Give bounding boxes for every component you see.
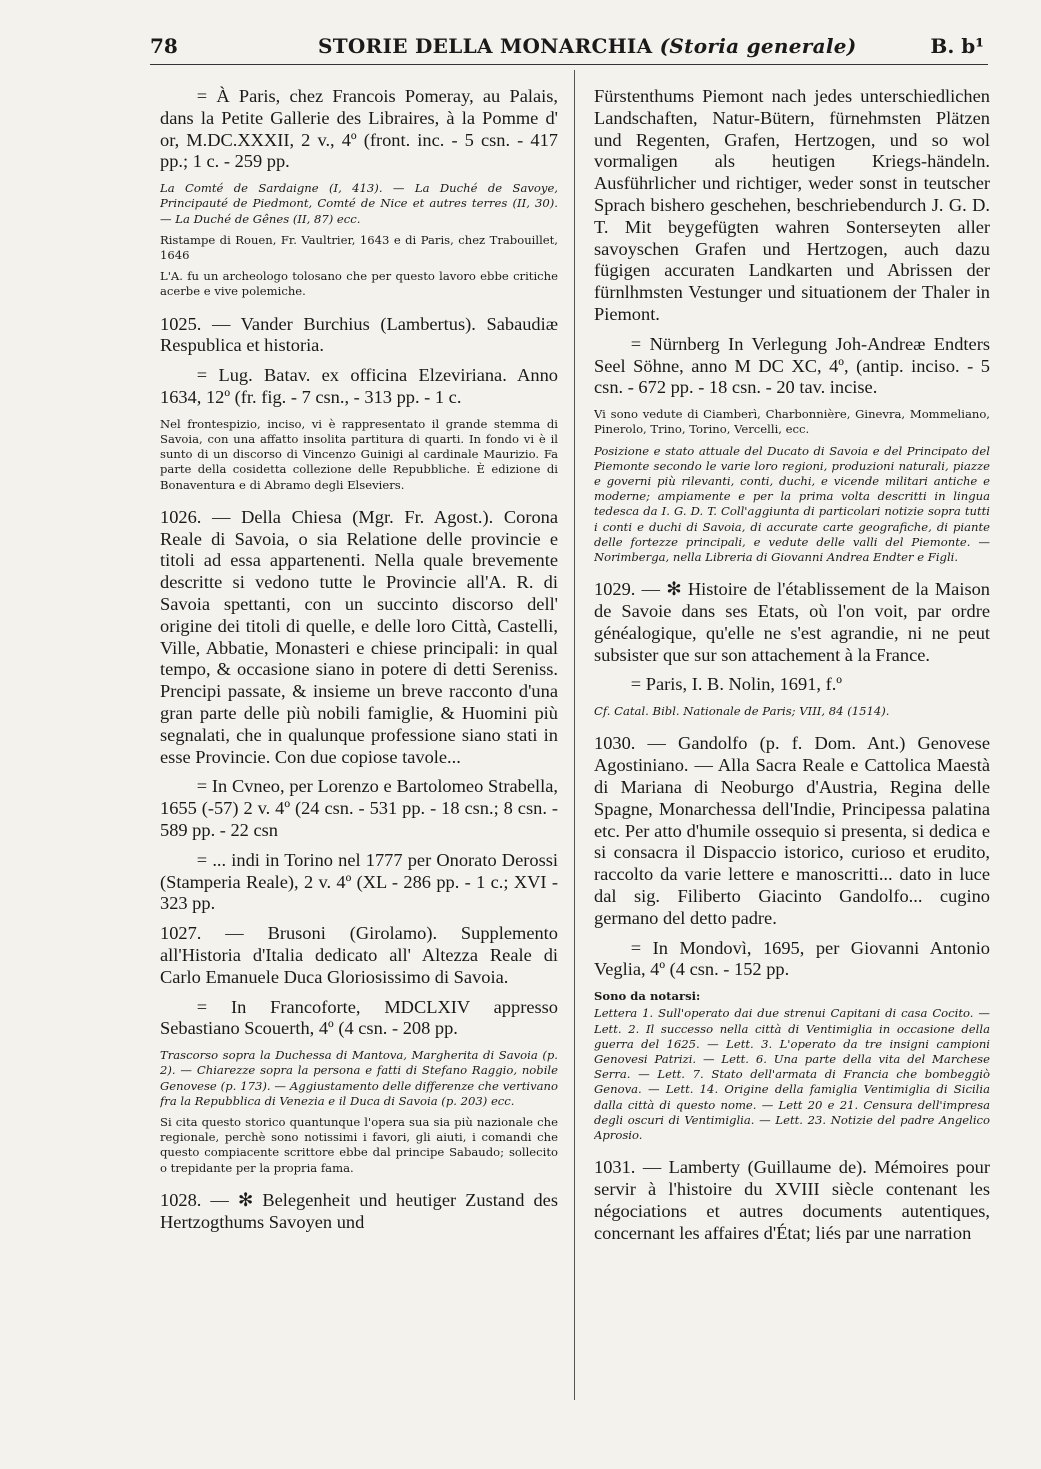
entry-1028-publication: = Nürnberg In Verlegung Joh-Andreæ Endters Seel Söhne, anno M DC XC, 4º, (antip. inciso. - 5 csn. - 672 pp. - 18 csn. - 20 tav. incise. (594, 333, 990, 398)
entry-1029-heading: 1029. — ✻ Histoire de l'établissement de la Maison de Savoie dans ses Etats, où l'on voit, par ordre généalogique, qu'elle ne s'est agrandie, ni ne peut subsister que sur son attachement à la France. (594, 579, 990, 665)
entry-1026-publication-1: = In Cvneo, per Lorenzo e Bartolomeo Strabella, 1655 (-57) 2 v. 4º (24 csn. - 531 pp. - 18 csn.; 8 csn. - 589 pp. - 22 csn (160, 776, 558, 840)
entry-1031-heading: 1031. — Lamberty (Guillaume de). Mémoires pour servir à l'histoire du XVIII siècle contenant les négociations et autres documents autentiques, concernant les affaires d'État; liés par une narration (594, 1157, 990, 1243)
page-header (150, 30, 988, 65)
entry-1024-note-contents: La Comté de Sardaigne (I, 413). — La Duché de Savoye, Principauté de Piedmont, Comté de Nice et autres terres (II, 30). — La Duché de Gênes (II, 87) ecc. (160, 181, 558, 226)
column-divider (574, 70, 575, 1400)
entry-1030-publication: = In Mondovì, 1695, per Giovanni Antonio Veglia, 4º (4 csn. - 152 pp. (594, 937, 990, 980)
entry-1024-note-author: L'A. fu un archeologo tolosano che per questo lavoro ebbe critiche acerbe e vive polemiche. (160, 269, 558, 299)
left-column (160, 86, 558, 1406)
entry-1030-note-heading: Sono da notarsi: (594, 989, 701, 1004)
page-number: 78 (150, 34, 178, 58)
right-column (594, 86, 990, 1406)
entry-1029-publication: = Paris, I. B. Nolin, 1691, f.º (630, 674, 843, 695)
entry-1027-heading: 1027. — Brusoni (Girolamo). Supplemento all'Historia d'Italia dedicato all' Altezza Reale di Carlo Emanuele Duca Gloriosissimo di Savoia. (160, 923, 558, 987)
entry-1027-publication: = In Francoforte, MDCLXIV appresso Sebastiano Scouerth, 4º (4 csn. - 208 pp. (160, 996, 558, 1039)
entry-1028-heading: 1028. — ✻ Belegenheit und heutiger Zustand des Hertzogthums Savoyen und (160, 1189, 558, 1232)
running-title-sub: (Storia generale) (659, 34, 857, 58)
entry-1029-note: Cf. Catal. Bibl. Nationale de Paris; VIII, 84 (1514). (594, 704, 890, 719)
entry-1027-note-contents: Trascorso sopra la Duchessa di Mantova, Margherita di Savoia (p. 2). — Chiarezze sopra la persona e fatti di Stefano Raggio, nobile Genovese (p. 173). — Aggiustamento delle differenze che vertivano fra la Repubblica di Venezia e il Duca di Savoia (p. 203) ecc. (160, 1048, 558, 1108)
running-title (318, 34, 857, 58)
entry-1025-note: Nel frontespizio, inciso, vi è rappresentato il grande stemma di Savoia, con una affatto insolita partitura di quarti. In fondo vi è il sunto di un discorso di Vincenzo Guinigi al cardinale Maurizio. Fa parte della cosidetta collezione delle Repubbliche. È edizione di Bonaventura e di Abramo degli Elseviers. (160, 416, 558, 492)
entry-1025-heading: 1025. — Vander Burchius (Lambertus). Sabaudiæ Respublica et historia. (160, 313, 558, 356)
entry-1028-title-continued: Fürstenthums Piemont nach jedes unterschiedlichen Landschaften, Natur-Bütern, fürnehmsten Plätzen und Regenten, Grafen, Hertzogen, und so wol vormaligen als heutigen Kriegs-händeln. Ausführlicher und richtiger, weder sonst in teutscher Sprach bishero geschehen, beschriebendurch J. G. D. T. Mit beygefügten wahren Sonterseyten aller savoyschen Grafen und Hertzogen, auch dazu fügigen accuraten Landkarten und Abrissen der fürnlhmsten Vestunger und situationem der Thaler in Piemont. (594, 86, 990, 324)
entry-1026-heading: 1026. — Della Chiesa (Mgr. Fr. Agost.). Corona Reale di Savoia, o sia Relatione delle provincie e titoli ad essa appartenenti. Nella quale brevemente descritte si vedono tutte le Provincie all'A. R. di Savoia spettanti, con un succinto discorso dell' origine dei titoli di quelle, e delle loro Città, Castelli, Ville, Abbatie, Monasteri e chiese principali: in qual tempo, & occasione siano in potere di detti Sereniss. Prencipi passate, & insieme un breve racconto d'una gran parte delle più nobili famiglie, & Huomini più segnalati, che in qualunque professione siano stati in esse Provincie. Con due copiose tavole... (160, 506, 558, 767)
running-title-main: STORIE DELLA MONARCHIA (318, 34, 653, 58)
entry-1026-publication-2: = ... indi in Torino nel 1777 per Onorato Derossi (Stamperia Reale), 2 v. 4º (XL - 286 pp. - 1 c.; XVI - 323 pp. (160, 849, 558, 914)
entry-1030-heading: 1030. — Gandolfo (p. f. Dom. Ant.) Genovese Agostiniano. — Alla Sacra Reale e Cattolica Maestà di Mariana di Neoburgo d'Austria, Regina delle Spagne, Monarchessa dell'Indie, Principessa palatina etc. Per atto d'humile ossequio si presenta, si dedica e si consacra il Dispaccio istorico, curioso et erudito, raccolto da varie lettere e manoscritti... dato in luce dal sig. Filiberto Giacinto Gandolfo... cugino germano del detto padre. (594, 733, 990, 928)
signature-mark: B. b¹ (930, 34, 984, 58)
entry-1027-note-remark: Si cita questo storico quantunque l'opera sua sia più nazionale che regionale, perchè sono notissimi i favori, gli aiuti, i comandi che questo compiacente scrittore ebbe dal principe Sabaudo; sollecito o trepidante per la propria fama. (160, 1114, 558, 1175)
entry-1024-publication: = À Paris, chez Francois Pomeray, au Palais, dans la Petite Gallerie des Libraires, à la Pomme d' or, M.DC.XXXII, 2 v., 4º (front. inc. - 5 csn. - 417 pp.; 1 c. - 259 pp. (160, 86, 558, 172)
entry-1028-note-views: Vi sono vedute di Ciamberì, Charbonnière, Ginevra, Mommeliano, Pinerolo, Trino, Torino, Vercelli, ecc. (594, 407, 990, 437)
entry-1024-note-reprints: Ristampe di Rouen, Fr. Vaultrier, 1643 e di Paris, chez Trabouillet, 1646 (160, 232, 558, 262)
entry-1028-note-translation: Posizione e stato attuale del Ducato di Savoia e del Principato del Piemonte secondo le varie loro regioni, produzioni naturali, piazze e governi più rilevanti, conti, duchi, e vicende militari antiche e moderne; ampiamente e per la prima volta descritti in lingua tedesca da I. G. D. T. Coll'aggiunta di particolari notizie sopra tutti i conti e duchi di Savoia, di accurate carte geografiche, di piante delle fortezze principali, e vedute delle valli del Piemonte. — Norimberga, nella Libreria di Giovanni Andrea Endter e Figli. (594, 443, 990, 564)
entry-1030-note: Lettera 1. Sull'operato dai due strenui Capitani di casa Cocito. — Lett. 2. Il successo nella città di Ventimiglia in occasione della guerra del 1625. — Lett. 3. L'operato da tre insigni campioni Genovesi Patrizi. — Lett. 6. Una parte della vita del Marchese Serra. — Lett. 7. Stato dell'armata di Francia che bombeggiò Genova. — Lett. 14. Origine della famiglia Ventimiglia di Sicilia dalla città di questo nome. — Lett 20 e 21. Censura dell'impresa degli oscuri di Ventimiglia. — Lett. 23. Notizie del padre Angelico Aprosio. (594, 1006, 990, 1142)
entry-1025-publication: = Lug. Batav. ex officina Elzeviriana. Anno 1634, 12º (fr. fig. - 7 csn., - 313 pp. - 1 c. (160, 365, 558, 407)
